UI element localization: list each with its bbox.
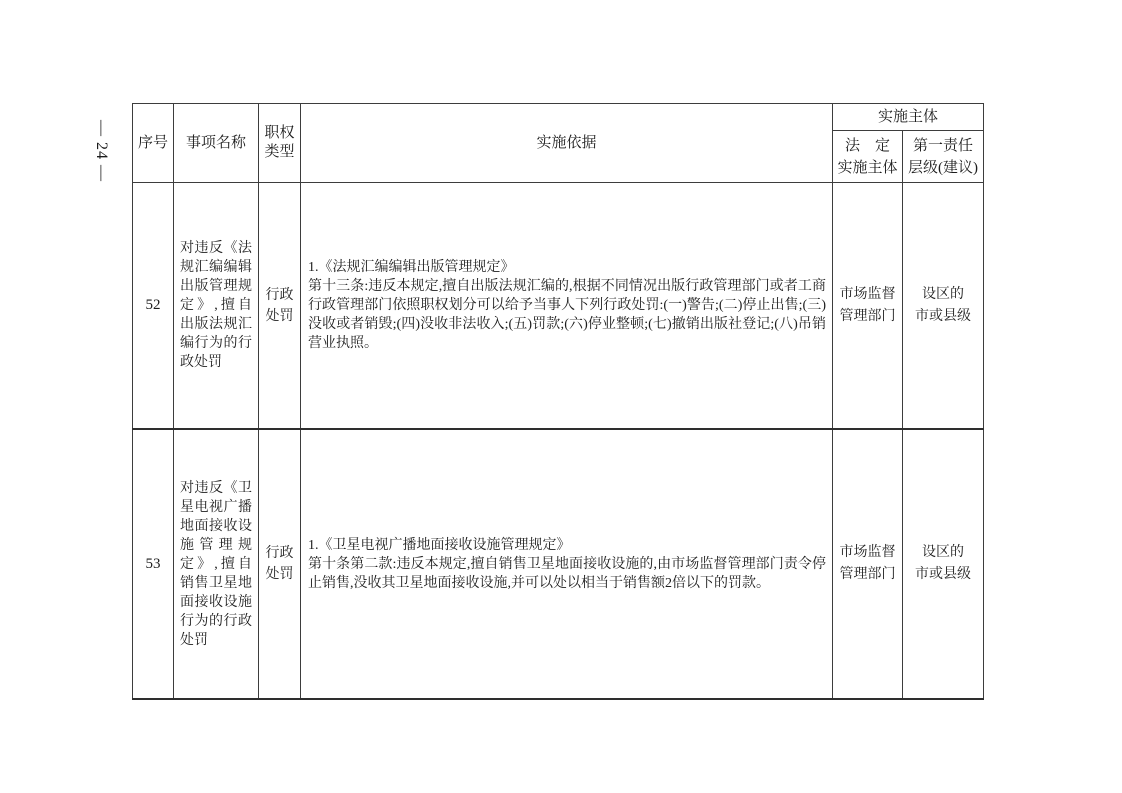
power-type-cell [259,183,301,430]
first-level-line2: 市或县级 [915,308,971,324]
legal-subject-cell [833,183,903,430]
header-legal-subject-line2: 实施主体 [837,159,898,176]
table-row-item-53 [133,429,984,699]
authority-items-table [132,103,984,700]
header-seq: 序号 [133,104,174,183]
item-name-cell [174,429,259,699]
power-type-line1: 行政 [265,287,294,303]
first-level-line1: 设区的 [922,286,964,302]
first-level-cell [903,429,984,699]
first-level-cell [903,183,984,430]
basis-body: 第十条第二款:违反本规定,擅自销售卫星地面接收设施的,由市场监督管理部门责令停止销售,没收其卫星地面接收设施,并可以处以相当于销售额2倍以下的罚款。 [308,556,826,591]
header-first-level-line1: 第一责任 [913,137,974,154]
header-basis: 实施依据 [301,104,833,183]
legal-subject-line1: 市场监督 [839,545,896,560]
item-name-text: 对违反《法规汇编编辑出版管理规定》,擅自出版法规汇编行为的行政处罚 [180,241,252,370]
power-type-cell [259,429,301,699]
header-first-level [903,131,984,183]
seq-cell: 53 [133,429,174,699]
first-level-line2: 市或县级 [915,567,971,582]
header-subject-group: 实施主体 [833,104,984,131]
item-name-text: 对违反《卫星电视广播地面接收设施管理规定》,擅自销售卫星地面接收设施行为的行政处罚 [180,480,252,648]
table-row-item-52 [133,183,984,430]
power-type-line2: 处罚 [265,308,294,324]
page-number-label: — 24 — [93,120,110,182]
basis-title: 1.《卫星电视广播地面接收设施管理规定》 [308,537,571,553]
header-legal-subject-line1: 法 定 [844,137,890,154]
item-name-cell [174,183,259,430]
header-first-level-line2: 层级(建议) [908,159,978,176]
basis-cell [301,183,833,430]
header-legal-subject [833,131,903,183]
power-type-line2: 处罚 [265,567,294,582]
header-power-type-line2: 类型 [264,144,295,160]
basis-body: 第十三条:违反本规定,擅自出版法规汇编的,根据不同情况出版行政管理部门或者工商行政管理部门依照职权划分可以给予当事人下列行政处罚:(一)警告;(二)停止出售;(三)没收或者销毁;(四)没收非法收入;(五)罚款;(六)停业整顿;(七)撤销出版社登记;(八)吊销营业执照。 [308,279,826,351]
header-item-name: 事项名称 [174,104,259,183]
legal-subject-cell [833,429,903,699]
legal-subject-line2: 管理部门 [839,567,896,582]
basis-title: 1.《法规汇编编辑出版管理规定》 [308,260,515,275]
header-power-type-line1: 职权 [264,125,295,141]
legal-subject-line2: 管理部门 [839,308,896,324]
legal-subject-line1: 市场监督 [839,286,896,302]
first-level-line1: 设区的 [922,545,964,560]
header-power-type [259,104,301,183]
page-number [66,115,136,187]
basis-cell [301,429,833,699]
power-type-line1: 行政 [265,546,294,561]
seq-cell: 52 [133,183,174,430]
